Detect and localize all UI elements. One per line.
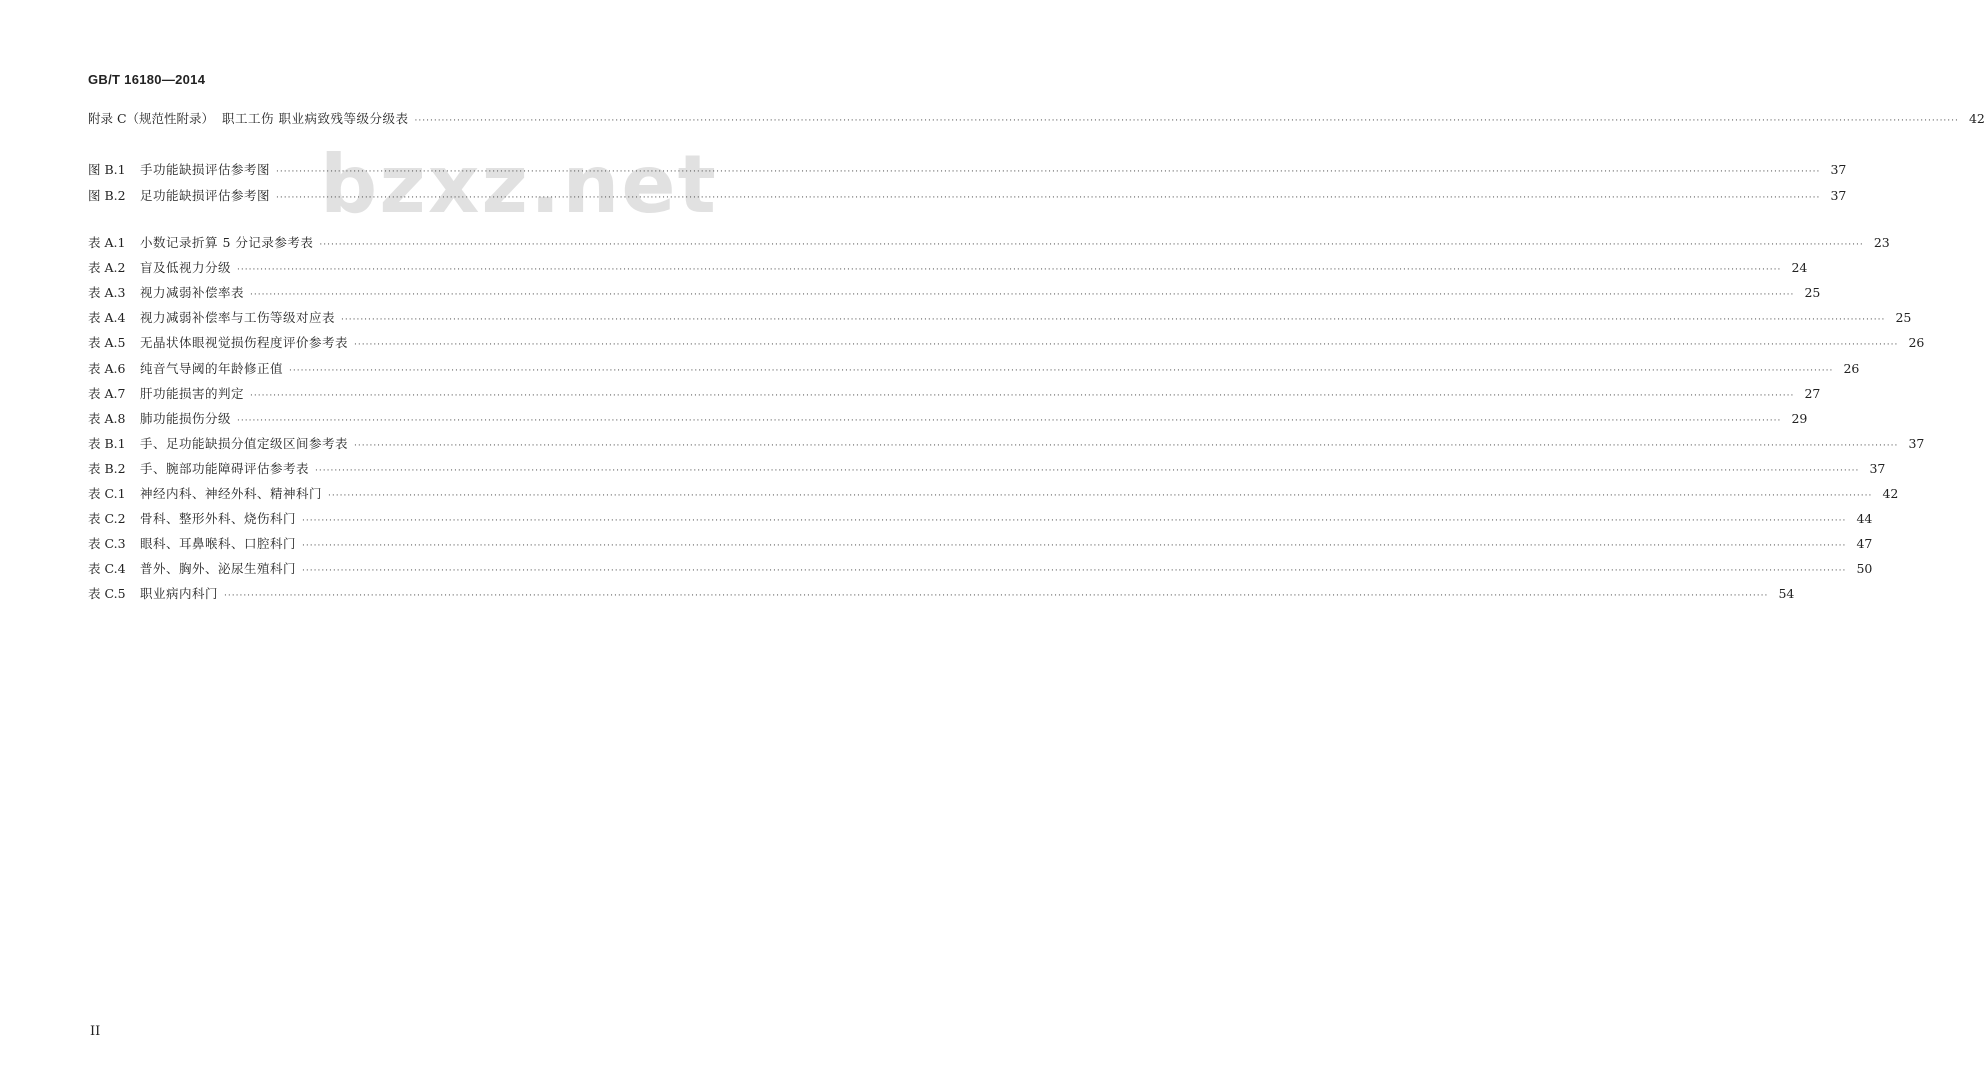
toc-entry-table [88, 308, 1912, 328]
toc-entry-page: 47 [1856, 536, 1873, 552]
toc-entry-table [88, 509, 1873, 529]
toc-entry-table [88, 384, 1821, 404]
toc-entry-table [88, 584, 1795, 604]
toc-leader-dots: ················································································································································································································································································································································································································ [302, 541, 1847, 552]
toc-entry-number: 表 C.3 [88, 536, 126, 552]
toc-entry-title: 手、腕部功能障碍评估参考表 [140, 460, 310, 476]
toc-entry-title: 肝功能损害的判定 [140, 385, 245, 401]
toc-entry-figure [88, 160, 1847, 180]
toc-leader-dots: ················································································································································································································································································································································································································ [341, 315, 1886, 326]
toc-entry-title: 眼科、耳鼻喉科、口腔科门 [140, 536, 297, 552]
toc-entry-title: 小数记录折算 5 分记录参考表 [140, 235, 314, 250]
toc-entry-table [88, 559, 1873, 579]
toc-leader-dots: ················································································································································································································································································································································································································ [250, 390, 1795, 401]
toc-entry-table [88, 359, 1860, 379]
toc-entry-title: 视力减弱补偿率与工伤等级对应表 [140, 310, 336, 326]
toc-entry-appendix [88, 109, 1985, 129]
toc-entry-title: 盲及低视力分级 [140, 260, 232, 276]
toc-entry-title: 纯音气导阈的年龄修正值 [140, 360, 284, 376]
toc-entry-page: 27 [1804, 385, 1821, 401]
toc-entry-page: 37 [1830, 188, 1847, 203]
toc-entry-number: 表 C.1 [88, 486, 126, 501]
toc-leader-dots: ················································································································································································································································································································································································································ [354, 440, 1899, 451]
toc-entry-number: 表 C.2 [88, 511, 126, 527]
toc-entry-number: 表 C.4 [88, 561, 126, 577]
page-number: II [90, 1024, 101, 1039]
toc-leader-dots: ················································································································································································································································································································································································································ [302, 566, 1847, 577]
toc-entry-title: 视力减弱补偿率表 [140, 285, 245, 301]
toc-entry-number: 表 A.8 [88, 410, 126, 426]
toc-leader-dots: ················································································································································································································································································································································································································ [250, 290, 1795, 301]
toc-entry-title: 普外、胸外、泌尿生殖科门 [140, 561, 297, 577]
toc-entry-page: 24 [1791, 260, 1808, 276]
toc-leader-dots: ················································································································································································································································································································································································································ [224, 591, 1769, 602]
toc-entry-number: 表 A.5 [88, 335, 126, 351]
toc-entry-page: 25 [1804, 285, 1821, 301]
toc-leader-dots: ················································································································································································································································································································································································································ [237, 415, 1782, 426]
toc-entry-page: 42 [1968, 111, 1985, 126]
toc-entry-number: 图 B.2 [88, 188, 126, 203]
toc-entry-page: 26 [1908, 335, 1925, 351]
toc-entry-number: 图 B.1 [88, 162, 126, 177]
toc-entry-page: 44 [1856, 511, 1873, 527]
toc-entry-title: 神经内科、神经外科、精神科门 [140, 486, 323, 501]
toc-entry-table [88, 484, 1899, 504]
toc-leader-dots: ················································································································································································································································································································································································································ [237, 265, 1782, 276]
toc-entry-title: 肺功能损伤分级 [140, 410, 232, 426]
document-header: GB/T 16180—2014 [88, 72, 206, 87]
toc-entry-title: 职业病内科门 [140, 586, 219, 602]
toc-entry-table [88, 409, 1808, 429]
toc-leader-dots: ················································································································································································································································································································································································································ [276, 193, 1821, 203]
toc-entry-table [88, 434, 1925, 454]
toc-entry-table [88, 283, 1821, 303]
toc-entry-page: 26 [1843, 360, 1860, 376]
toc-leader-dots: ················································································································································································································································································································································································································ [328, 491, 1873, 501]
toc-entry-table [88, 459, 1886, 479]
toc-leader-dots: ················································································································································································································································································································································································································ [319, 240, 1864, 250]
toc-entry-title: 手功能缺损评估参考图 [140, 162, 271, 177]
toc-leader-dots: ················································································································································································································································································································································································································ [354, 340, 1899, 351]
toc-entry-title: 无晶状体眼视觉损伤程度评价参考表 [140, 335, 349, 351]
toc-entry-figure [88, 186, 1847, 206]
toc-entry-page: 54 [1778, 586, 1795, 602]
toc-entry-number: 表 C.5 [88, 586, 126, 602]
toc-entry-page: 37 [1869, 460, 1886, 476]
toc-leader-dots: ················································································································································································································································································································································································································ [302, 516, 1847, 527]
toc-entry-number: 表 A.6 [88, 360, 126, 376]
toc-entry-number: 附录 C（规范性附录） [88, 111, 215, 126]
watermark: bzxz.net [320, 138, 718, 231]
toc-entry-table [88, 233, 1890, 253]
toc-entry-number: 表 A.7 [88, 385, 126, 401]
toc-entry-page: 37 [1830, 162, 1847, 177]
toc-entry-number: 表 B.1 [88, 435, 126, 451]
toc-entry-number: 表 A.2 [88, 260, 126, 276]
toc-entry-page: 50 [1856, 561, 1873, 577]
toc-entry-page: 23 [1873, 235, 1890, 250]
toc-leader-dots: ················································································································································································································································································································································································································ [289, 365, 1834, 376]
toc-entry-title: 骨科、整形外科、烧伤科门 [140, 511, 297, 527]
toc-entry-number: 表 A.4 [88, 310, 126, 326]
toc-entry-table [88, 333, 1925, 353]
toc-entry-number: 表 A.1 [88, 235, 126, 250]
toc-entry-page: 25 [1895, 310, 1912, 326]
toc-entry-number: 表 B.2 [88, 460, 126, 476]
toc-entry-title: 职工工伤 职业病致残等级分级表 [222, 111, 409, 126]
toc-entry-number: 表 A.3 [88, 285, 126, 301]
toc-entry-table [88, 534, 1873, 554]
toc-entry-table [88, 258, 1808, 278]
toc-entry-title: 手、足功能缺损分值定级区间参考表 [140, 435, 349, 451]
toc-entry-page: 42 [1882, 486, 1899, 501]
toc-entry-title: 足功能缺损评估参考图 [140, 188, 271, 203]
toc-leader-dots: ················································································································································································································································································································································································································ [276, 167, 1821, 177]
toc-entry-page: 29 [1791, 410, 1808, 426]
toc-entry-page: 37 [1908, 435, 1925, 451]
toc-leader-dots: ················································································································································································································································································································································································································ [315, 465, 1860, 476]
toc-leader-dots: ················································································································································································································································································································································································································ [414, 116, 1959, 126]
